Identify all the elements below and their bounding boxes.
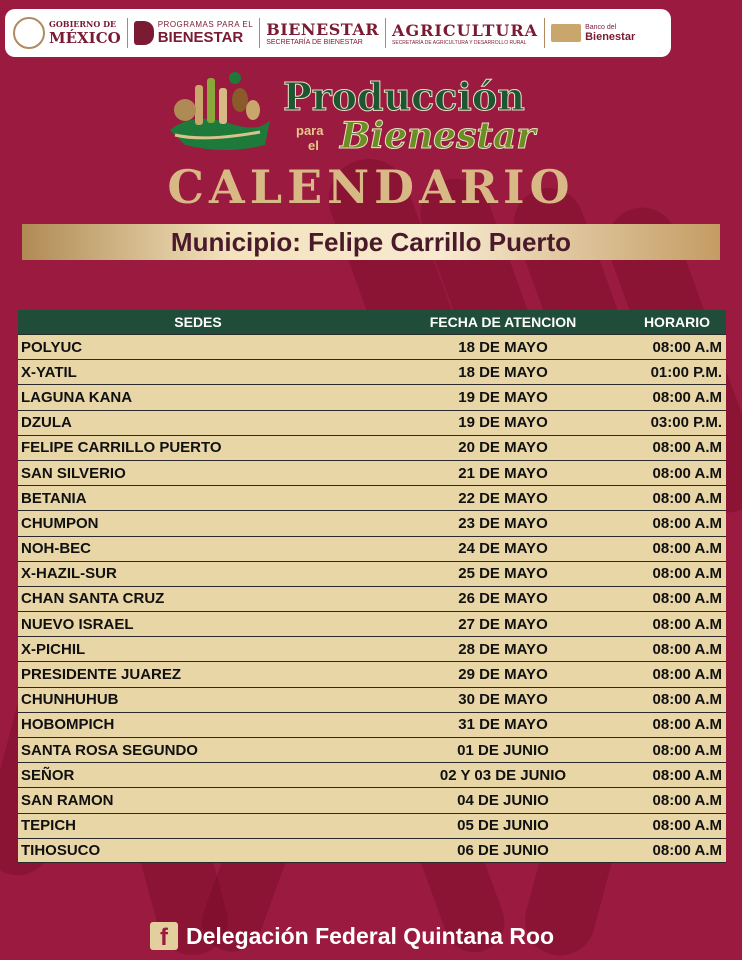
table-row: [18, 536, 726, 561]
gobierno-line2: MÉXICO: [49, 29, 121, 47]
cell-horario: 08:00 A.M: [652, 464, 722, 482]
table-row: [18, 813, 726, 838]
gobierno-line1: GOBIERNO DE: [49, 19, 117, 29]
cell-fecha: 18 DE MAYO: [458, 338, 548, 356]
cell-sede: FELIPE CARRILLO PUERTO: [21, 439, 222, 457]
cell-sede: NUEVO ISRAEL: [21, 615, 134, 633]
cell-sede: NOH-BEC: [21, 540, 91, 558]
agricultura-line1: AGRICULTURA: [392, 20, 539, 40]
cell-sede: SEÑOR: [21, 766, 75, 784]
cell-fecha: 18 DE MAYO: [458, 363, 548, 381]
cell-fecha: 19 DE MAYO: [458, 414, 548, 432]
cell-horario: 01:00 P.M.: [650, 363, 722, 381]
program-connector: [296, 123, 323, 153]
cell-horario: 08:00 A.M: [652, 640, 722, 658]
facebook-icon: f: [150, 922, 178, 950]
cell-sede: SAN RAMON: [21, 791, 114, 809]
schedule-table: [18, 310, 726, 863]
cell-fecha: 29 DE MAYO: [458, 666, 548, 684]
programas-line1: PROGRAMAS PARA EL: [157, 20, 254, 29]
municipio-banner: [22, 224, 720, 260]
program-title: Producción: [283, 74, 525, 119]
programas-bienestar-logo: [134, 20, 254, 46]
bank-building-icon: [551, 24, 581, 42]
banco-bienestar-logo: [551, 24, 635, 43]
cell-sede: BETANIA: [21, 489, 87, 507]
cell-fecha: 31 DE MAYO: [458, 716, 548, 734]
calendar-title: CALENDARIO: [167, 160, 575, 214]
cell-fecha: 21 DE MAYO: [458, 464, 548, 482]
logo-divider: [127, 18, 128, 48]
agricultura-logo: [392, 21, 538, 46]
cell-horario: 08:00 A.M: [652, 540, 722, 558]
cell-sede: LAGUNA KANA: [21, 388, 133, 406]
cell-sede: SANTA ROSA SEGUNDO: [21, 741, 198, 759]
cell-fecha: 25 DE MAYO: [458, 565, 548, 583]
table-row: [18, 384, 726, 409]
programas-line2: BIENESTAR: [157, 29, 244, 46]
cell-sede: DZULA: [21, 414, 72, 432]
table-row: [18, 661, 726, 686]
table-row: [18, 334, 726, 359]
cell-horario: 03:00 P.M.: [650, 414, 722, 432]
municipio-label: Municipio: Felipe Carrillo Puerto: [170, 226, 572, 257]
cell-sede: TEPICH: [21, 817, 77, 835]
table-row: [18, 838, 726, 863]
cell-fecha: 20 DE MAYO: [458, 439, 548, 457]
produccion-crops-icon: [165, 70, 275, 155]
logo-divider: [544, 18, 545, 48]
cell-fecha: 28 DE MAYO: [458, 640, 548, 658]
table-row: [18, 359, 726, 384]
cell-horario: 08:00 A.M: [652, 489, 722, 507]
programas-mark-icon: [134, 21, 154, 45]
cell-fecha: 30 DE MAYO: [458, 691, 548, 709]
table-row: [18, 687, 726, 712]
cell-fecha: 27 DE MAYO: [458, 615, 548, 633]
table-row: [18, 410, 726, 435]
cell-sede: X-HAZIL-SUR: [21, 565, 117, 583]
cell-fecha: 02 Y 03 DE JUNIO: [439, 766, 567, 784]
cell-sede: SAN SILVERIO: [21, 464, 126, 482]
table-row: [18, 510, 726, 535]
cell-horario: 08:00 A.M: [652, 716, 722, 734]
gobierno-mexico-logo: [13, 17, 121, 49]
table-row: [18, 435, 726, 460]
cell-fecha: 06 DE JUNIO: [457, 841, 549, 859]
banco-line2: Bienestar: [585, 30, 636, 43]
cell-horario: 08:00 A.M: [652, 388, 722, 406]
cell-sede: CHUNHUHUB: [21, 691, 119, 709]
table-row: [18, 787, 726, 812]
table-row: [18, 636, 726, 661]
program-connector-top: para: [296, 123, 324, 138]
cell-horario: 08:00 A.M: [652, 791, 722, 809]
cell-sede: PRESIDENTE JUAREZ: [21, 666, 182, 684]
cell-fecha: 22 DE MAYO: [458, 489, 548, 507]
cell-sede: CHUMPON: [21, 514, 99, 532]
agricultura-line2: SECRETARÍA DE AGRICULTURA Y DESARROLLO RURAL: [392, 39, 527, 46]
table-row: [18, 586, 726, 611]
header-horario: HORARIO: [643, 314, 711, 330]
table-row: [18, 712, 726, 737]
cell-horario: 08:00 A.M: [652, 817, 722, 835]
cell-horario: 08:00 A.M: [652, 338, 722, 356]
cell-horario: 08:00 A.M: [652, 741, 722, 759]
cell-horario: 08:00 A.M: [652, 666, 722, 684]
cell-horario: 08:00 A.M: [652, 841, 722, 859]
header-fecha: FECHA DE ATENCION: [429, 314, 577, 330]
footer-text: Delegación Federal Quintana Roo: [186, 922, 555, 949]
cell-sede: HOBOMPICH: [21, 716, 115, 734]
cell-fecha: 24 DE MAYO: [458, 540, 548, 558]
cell-fecha: 01 DE JUNIO: [457, 741, 549, 759]
table-row: [18, 460, 726, 485]
cell-sede: POLYUC: [21, 338, 83, 356]
cell-fecha: 05 DE JUNIO: [457, 817, 549, 835]
mexico-emblem-icon: [13, 17, 45, 49]
banco-line1: Banco del: [585, 23, 617, 31]
table-row: [18, 737, 726, 762]
logo-divider: [259, 18, 260, 48]
table-row: [18, 485, 726, 510]
cell-horario: 08:00 A.M: [652, 766, 722, 784]
cell-horario: 08:00 A.M: [652, 615, 722, 633]
cell-horario: 08:00 A.M: [652, 439, 722, 457]
header-sedes: SEDES: [174, 314, 222, 330]
cell-fecha: 04 DE JUNIO: [457, 791, 549, 809]
bienestar-line2: SECRETARÍA DE BIENESTAR: [266, 39, 363, 46]
table-row: [18, 762, 726, 787]
logo-divider: [385, 18, 386, 48]
cell-sede: X-YATIL: [21, 363, 77, 381]
cell-horario: 08:00 A.M: [652, 691, 722, 709]
program-connector-bottom: el: [308, 138, 319, 153]
cell-horario: 08:00 A.M: [652, 514, 722, 532]
cell-sede: CHAN SANTA CRUZ: [21, 590, 165, 608]
cell-fecha: 23 DE MAYO: [458, 514, 548, 532]
cell-sede: TIHOSUCO: [21, 841, 101, 859]
secretaria-bienestar-logo: [266, 20, 379, 46]
partner-logo-bar: [5, 9, 671, 57]
bienestar-line1: BIENESTAR: [266, 20, 380, 39]
cell-fecha: 26 DE MAYO: [458, 590, 548, 608]
cell-fecha: 19 DE MAYO: [458, 388, 548, 406]
table-row: [18, 561, 726, 586]
table-row: [18, 611, 726, 636]
cell-sede: X-PICHIL: [21, 640, 86, 658]
cell-horario: 08:00 A.M: [652, 590, 722, 608]
cell-horario: 08:00 A.M: [652, 565, 722, 583]
table-header: [18, 310, 726, 334]
footer: [150, 922, 554, 950]
table-body: [18, 334, 726, 863]
program-subtitle: Bienestar: [340, 115, 536, 157]
